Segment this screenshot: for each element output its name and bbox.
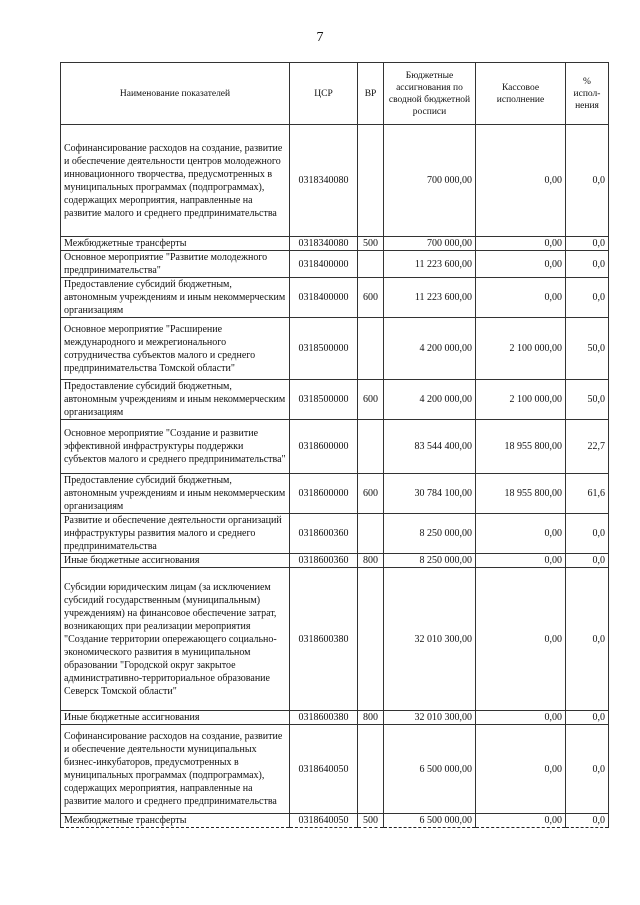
table-row bbox=[61, 814, 609, 828]
row-vr-cell bbox=[358, 514, 384, 554]
row-vr-cell: 800 bbox=[358, 554, 384, 568]
row-vr-cell: 500 bbox=[358, 814, 384, 828]
row-budget-cell: 6 500 000,00 bbox=[384, 814, 476, 828]
row-vr-cell bbox=[358, 125, 384, 237]
row-csr-cell: 0318600000 bbox=[290, 420, 358, 474]
row-percent-cell: 0,0 bbox=[566, 237, 609, 251]
table-row bbox=[61, 278, 609, 318]
row-vr-cell bbox=[358, 318, 384, 380]
row-percent-cell: 22,7 bbox=[566, 420, 609, 474]
row-budget-cell: 11 223 600,00 bbox=[384, 251, 476, 278]
row-name-cell: Межбюджетные трансферты bbox=[61, 814, 290, 828]
header-cash: Кассовое исполнение bbox=[476, 63, 566, 125]
row-vr-cell: 600 bbox=[358, 380, 384, 420]
row-cash-cell: 0,00 bbox=[476, 278, 566, 318]
row-budget-cell: 83 544 400,00 bbox=[384, 420, 476, 474]
row-budget-cell: 11 223 600,00 bbox=[384, 278, 476, 318]
row-name-cell: Иные бюджетные ассигнования bbox=[61, 554, 290, 568]
header-percent: % испол-нения bbox=[566, 63, 609, 125]
row-percent-cell: 0,0 bbox=[566, 251, 609, 278]
row-csr-cell: 0318340080 bbox=[290, 237, 358, 251]
row-budget-cell: 6 500 000,00 bbox=[384, 725, 476, 814]
row-csr-cell: 0318600380 bbox=[290, 568, 358, 711]
row-csr-cell: 0318600380 bbox=[290, 711, 358, 725]
row-name-cell: Развитие и обеспечение деятельности организаций инфраструктуры развития малого и среднего предпринимательства bbox=[61, 514, 290, 554]
row-budget-cell: 32 010 300,00 bbox=[384, 568, 476, 711]
row-csr-cell: 0318340080 bbox=[290, 125, 358, 237]
row-budget-cell: 700 000,00 bbox=[384, 125, 476, 237]
row-percent-cell: 0,0 bbox=[566, 711, 609, 725]
row-percent-cell: 50,0 bbox=[566, 380, 609, 420]
row-name-cell: Основное мероприятие "Развитие молодежного предпринимательства" bbox=[61, 251, 290, 278]
row-csr-cell: 0318600000 bbox=[290, 474, 358, 514]
row-cash-cell: 0,00 bbox=[476, 125, 566, 237]
row-percent-cell: 0,0 bbox=[566, 568, 609, 711]
table-row bbox=[61, 725, 609, 814]
table-row bbox=[61, 420, 609, 474]
row-name-cell: Софинансирование расходов на создание, развитие и обеспечение деятельности центров молодежного инновационного творчества, предусмотренных в муниципальных программах (подпрограммах), содержащих мероприятия, направленные на развитие малого и среднего предпринимательства bbox=[61, 125, 290, 237]
row-cash-cell: 0,00 bbox=[476, 711, 566, 725]
row-cash-cell: 18 955 800,00 bbox=[476, 474, 566, 514]
row-budget-cell: 8 250 000,00 bbox=[384, 554, 476, 568]
table-row bbox=[61, 380, 609, 420]
row-csr-cell: 0318400000 bbox=[290, 278, 358, 318]
header-name: Наименование показателей bbox=[61, 63, 290, 125]
row-name-cell: Предоставление субсидий бюджетным, автономным учреждениям и иным некоммерческим организациям bbox=[61, 380, 290, 420]
row-cash-cell: 2 100 000,00 bbox=[476, 318, 566, 380]
row-percent-cell: 0,0 bbox=[566, 514, 609, 554]
row-name-cell: Иные бюджетные ассигнования bbox=[61, 711, 290, 725]
header-budget: Бюджетные ассигнования по сводной бюджетной росписи bbox=[384, 63, 476, 125]
row-cash-cell: 18 955 800,00 bbox=[476, 420, 566, 474]
row-vr-cell: 500 bbox=[358, 237, 384, 251]
budget-execution-table bbox=[60, 62, 609, 828]
row-name-cell: Межбюджетные трансферты bbox=[61, 237, 290, 251]
row-cash-cell: 2 100 000,00 bbox=[476, 380, 566, 420]
row-vr-cell bbox=[358, 725, 384, 814]
row-csr-cell: 0318500000 bbox=[290, 318, 358, 380]
row-cash-cell: 0,00 bbox=[476, 554, 566, 568]
row-vr-cell bbox=[358, 420, 384, 474]
header-csr: ЦСР bbox=[290, 63, 358, 125]
row-vr-cell: 600 bbox=[358, 474, 384, 514]
table-row bbox=[61, 514, 609, 554]
row-vr-cell: 600 bbox=[358, 278, 384, 318]
table-row bbox=[61, 568, 609, 711]
table-row bbox=[61, 474, 609, 514]
row-name-cell: Софинансирование расходов на создание, развитие и обеспечение деятельности муниципальных бизнес-инкубаторов, предусмотренных в муниципальных программах (подпрограммах), содержащих мероприятия, направленные на развитие малого и среднего предпринимательства bbox=[61, 725, 290, 814]
header-vr: ВР bbox=[358, 63, 384, 125]
row-csr-cell: 0318600360 bbox=[290, 514, 358, 554]
header-row bbox=[61, 63, 609, 125]
row-cash-cell: 0,00 bbox=[476, 725, 566, 814]
row-csr-cell: 0318600360 bbox=[290, 554, 358, 568]
row-budget-cell: 8 250 000,00 bbox=[384, 514, 476, 554]
row-budget-cell: 4 200 000,00 bbox=[384, 318, 476, 380]
row-name-cell: Предоставление субсидий бюджетным, автономным учреждениям и иным некоммерческим организациям bbox=[61, 278, 290, 318]
table-row bbox=[61, 318, 609, 380]
row-vr-cell bbox=[358, 251, 384, 278]
row-name-cell: Основное мероприятие "Расширение международного и межрегионального сотрудничества субъектов малого и среднего предпринимательства Томской области" bbox=[61, 318, 290, 380]
row-budget-cell: 32 010 300,00 bbox=[384, 711, 476, 725]
row-vr-cell: 800 bbox=[358, 711, 384, 725]
row-csr-cell: 0318640050 bbox=[290, 814, 358, 828]
table-row bbox=[61, 125, 609, 237]
row-percent-cell: 0,0 bbox=[566, 125, 609, 237]
row-cash-cell: 0,00 bbox=[476, 237, 566, 251]
row-name-cell: Субсидии юридическим лицам (за исключением субсидий государственным (муниципальным) учреждениям) на финансовое обеспечение затрат, возникающих при реализации мероприятия "Создание территории опережающего социально-экономического развития в муниципальном образовании "Городской округ закрытое административно-территориальное образование Северск Томской области" bbox=[61, 568, 290, 711]
row-name-cell: Основное мероприятие "Создание и развитие эффективной инфраструктуры поддержки субъектов малого и среднего предпринимательства" bbox=[61, 420, 290, 474]
row-csr-cell: 0318500000 bbox=[290, 380, 358, 420]
row-budget-cell: 30 784 100,00 bbox=[384, 474, 476, 514]
row-vr-cell bbox=[358, 568, 384, 711]
row-budget-cell: 4 200 000,00 bbox=[384, 380, 476, 420]
row-percent-cell: 0,0 bbox=[566, 725, 609, 814]
table-row bbox=[61, 251, 609, 278]
row-csr-cell: 0318640050 bbox=[290, 725, 358, 814]
table-row bbox=[61, 237, 609, 251]
row-percent-cell: 61,6 bbox=[566, 474, 609, 514]
table-row bbox=[61, 554, 609, 568]
row-cash-cell: 0,00 bbox=[476, 568, 566, 711]
row-percent-cell: 0,0 bbox=[566, 278, 609, 318]
row-csr-cell: 0318400000 bbox=[290, 251, 358, 278]
page-number: 7 bbox=[316, 30, 324, 45]
table-row bbox=[61, 711, 609, 725]
row-percent-cell: 0,0 bbox=[566, 554, 609, 568]
row-cash-cell: 0,00 bbox=[476, 514, 566, 554]
row-name-cell: Предоставление субсидий бюджетным, автономным учреждениям и иным некоммерческим организациям bbox=[61, 474, 290, 514]
row-percent-cell: 0,0 bbox=[566, 814, 609, 828]
row-percent-cell: 50,0 bbox=[566, 318, 609, 380]
row-cash-cell: 0,00 bbox=[476, 251, 566, 278]
row-cash-cell: 0,00 bbox=[476, 814, 566, 828]
row-budget-cell: 700 000,00 bbox=[384, 237, 476, 251]
